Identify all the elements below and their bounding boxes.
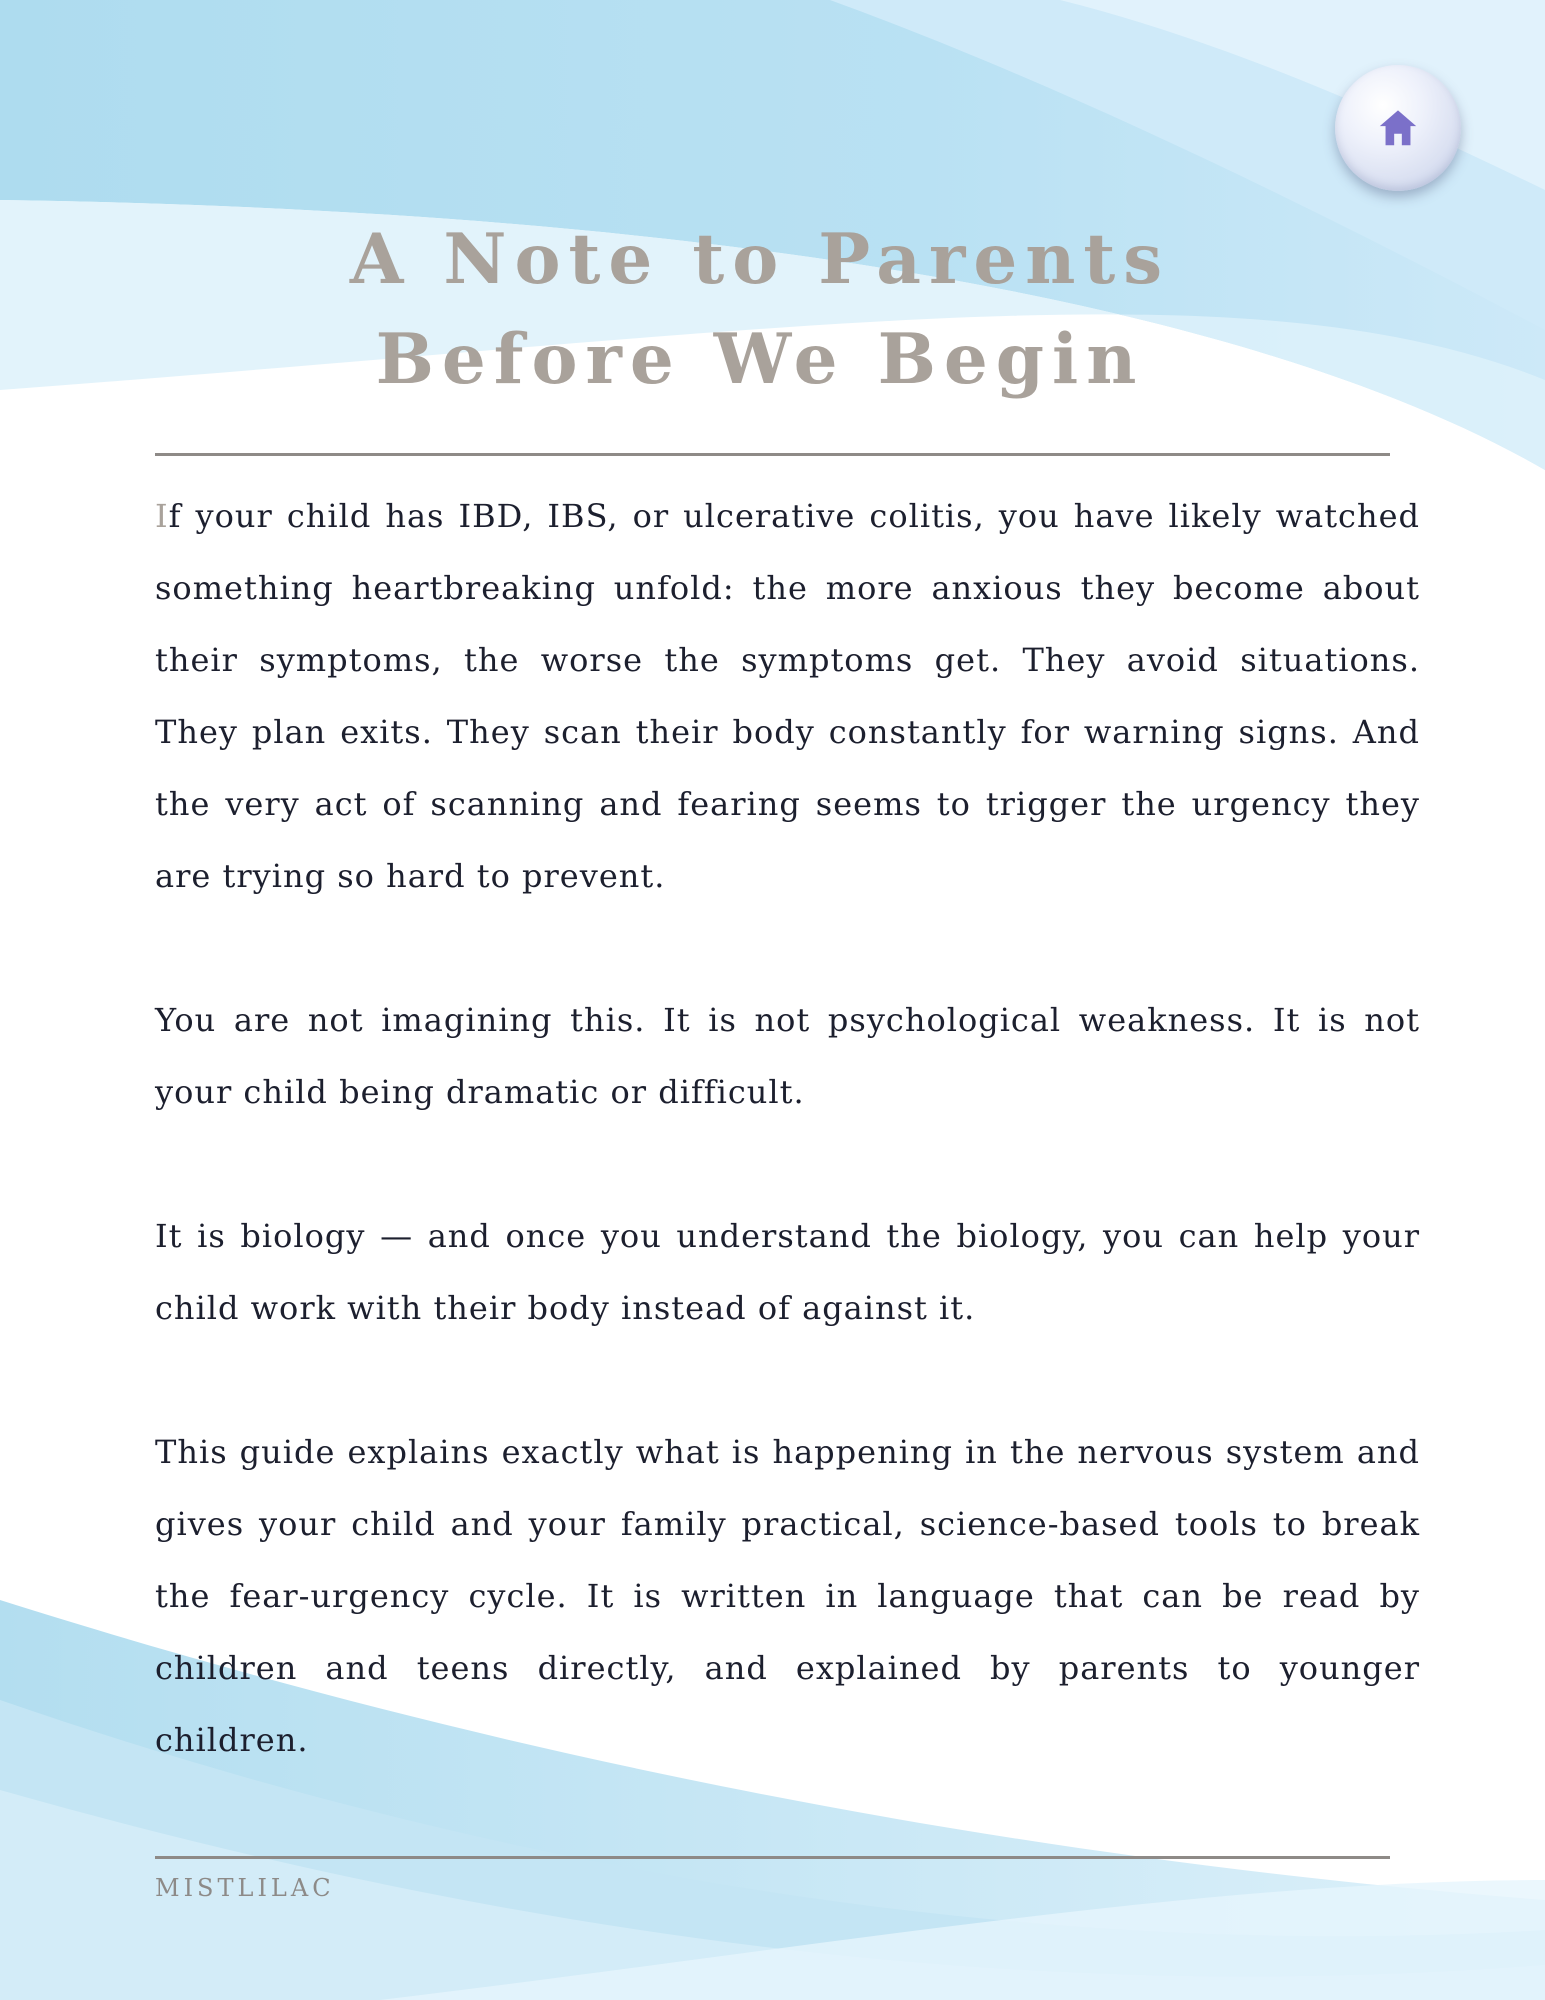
top-divider bbox=[155, 453, 1390, 456]
title-line-2: Before We Begin bbox=[375, 319, 1145, 400]
paragraph-1 bbox=[155, 480, 1420, 912]
page-title bbox=[155, 210, 1365, 410]
home-icon bbox=[1375, 105, 1421, 151]
home-button[interactable] bbox=[1335, 65, 1461, 191]
title-line-1: A Note to Parents bbox=[349, 219, 1171, 300]
paragraph-4: This guide explains exactly what is happening in the nervous system and gives your child and your family practical, science-based tools to break the fear-urgency cycle. It is written in language that can be read by children and teens directly, and explained by parents to younger children. bbox=[155, 1433, 1420, 1759]
paragraph-2: You are not imagining this. It is not psychological weakness. It is not your child being dramatic or difficult. bbox=[155, 1001, 1420, 1111]
paragraph-3: It is biology — and once you understand the biology, you can help your child work with their body instead of against it. bbox=[155, 1217, 1420, 1327]
paragraph-1-text: f your child has IBD, IBS, or ulcerative colitis, you have likely watched something heartbreaking unfold: the more anxious they become about their symptoms, the worse the symptoms get. They avoid situations. They plan exits. They scan their body constantly for warning signs. And the very act of scanning and fearing seems to trigger the urgency they are trying so hard to prevent. bbox=[155, 497, 1420, 895]
body-text bbox=[155, 480, 1420, 1776]
footer-brand: MISTLILAC bbox=[155, 1874, 335, 1902]
bottom-divider bbox=[155, 1856, 1390, 1859]
paragraph-1-initial: I bbox=[155, 497, 169, 535]
